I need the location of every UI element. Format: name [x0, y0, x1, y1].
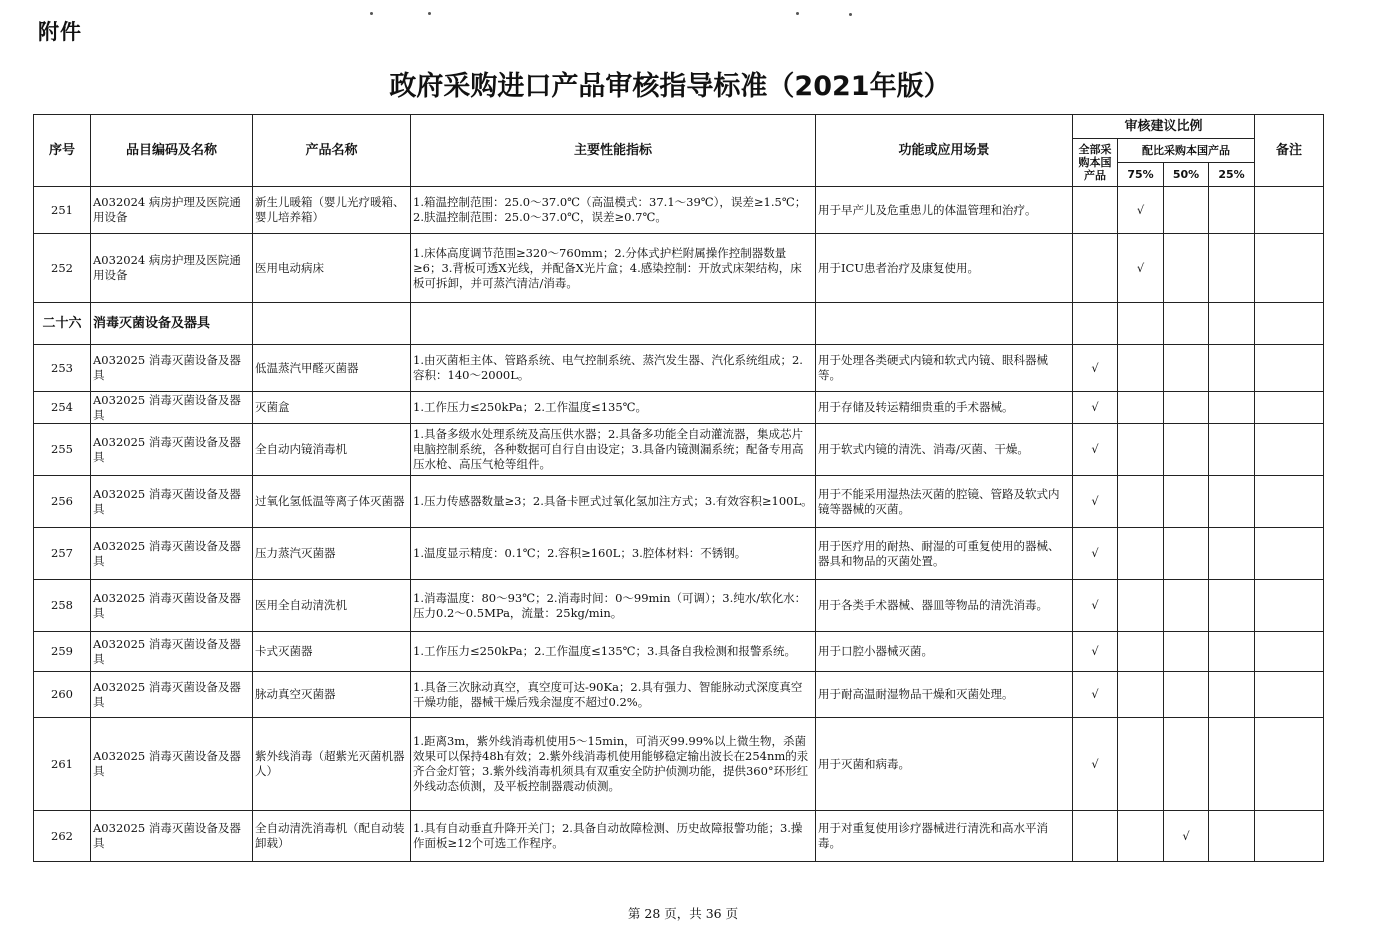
- ratio-cell-50: [1164, 392, 1209, 424]
- row-seq: 252: [34, 234, 91, 303]
- row-code: A032025 消毒灭菌设备及器具: [91, 672, 253, 718]
- table-row: [34, 528, 1324, 580]
- row-product-name: 全自动清洗消毒机（配自动装卸载）: [253, 811, 411, 862]
- col-seq: 序号: [34, 115, 91, 187]
- row-seq: 255: [34, 424, 91, 476]
- row-remark: [1255, 672, 1324, 718]
- check-mark-all: √: [1073, 580, 1118, 632]
- row-seq: 258: [34, 580, 91, 632]
- table-row: [34, 718, 1324, 811]
- ratio-cell-25: [1209, 811, 1255, 862]
- row-product-name: 脉动真空灭菌器: [253, 672, 411, 718]
- ratio-cell-50: [1164, 528, 1209, 580]
- ratio-cell-50: [1164, 672, 1209, 718]
- document-title: 政府采购进口产品审核指导标准（2021年版）: [389, 71, 951, 102]
- row-remark: [1255, 424, 1324, 476]
- row-code: A032024 病房护理及医院通用设备: [91, 187, 253, 234]
- ratio-cell-50: [1164, 718, 1209, 811]
- col-50: 50%: [1164, 163, 1209, 187]
- row-seq: 259: [34, 632, 91, 672]
- row-seq: 257: [34, 528, 91, 580]
- row-remark: [1255, 811, 1324, 862]
- row-product-name: 医用电动病床: [253, 234, 411, 303]
- section-number: 二十六: [34, 303, 91, 345]
- col-spec: 主要性能指标: [411, 115, 816, 187]
- row-spec: 1.距离3m，紫外线消毒机使用5～15min，可消灭99.99%以上微生物，杀菌效果可以保持48h有效；2.紫外线消毒机使用能够稳定输出波长在254nm的汞齐合金灯管；3.紫外线消毒机须具有双重安全防护侦测功能，提供360°环形红外线动态侦测，及平板控制器震动侦测。: [411, 718, 816, 811]
- ratio-cell-75: [1118, 392, 1164, 424]
- page-footer: 第 28 页，共 36 页: [627, 906, 739, 921]
- row-product-name: 医用全自动清洗机: [253, 580, 411, 632]
- row-spec: 1.工作压力≤250kPa；2.工作温度≤135℃；3.具备自我检测和报警系统。: [411, 632, 816, 672]
- row-spec: 1.具备三次脉动真空，真空度可达-90Ka；2.具有强力、智能脉动式深度真空干燥功能，器械干燥后残余湿度不超过0.2%。: [411, 672, 816, 718]
- row-product-name: 卡式灭菌器: [253, 632, 411, 672]
- section-label: 消毒灭菌设备及器具: [91, 303, 253, 345]
- table-row: [34, 672, 1324, 718]
- table-row: [34, 234, 1324, 303]
- row-function: 用于灭菌和病毒。: [816, 718, 1073, 811]
- row-remark: [1255, 718, 1324, 811]
- row-function: 用于ICU患者治疗及康复使用。: [816, 234, 1073, 303]
- row-spec: 1.由灭菌柜主体、管路系统、电气控制系统、蒸汽发生器、汽化系统组成；2.容积：140～2000L。: [411, 345, 816, 392]
- check-mark-all: √: [1073, 476, 1118, 528]
- row-code: A032025 消毒灭菌设备及器具: [91, 392, 253, 424]
- row-function: 用于各类手术器械、器皿等物品的清洗消毒。: [816, 580, 1073, 632]
- table-row: [34, 811, 1324, 862]
- attachment-label: 附件: [38, 20, 82, 44]
- row-code: A032025 消毒灭菌设备及器具: [91, 424, 253, 476]
- col-25: 25%: [1209, 163, 1255, 187]
- row-remark: [1255, 234, 1324, 303]
- ratio-cell-all: [1073, 234, 1118, 303]
- ratio-cell-50: [1164, 632, 1209, 672]
- ratio-cell-75: [1118, 672, 1164, 718]
- row-spec: 1.具有自动垂直升降开关门；2.具备自动故障检测、历史故障报警功能；3.操作面板≥12个可选工作程序。: [411, 811, 816, 862]
- ratio-cell-75: [1118, 718, 1164, 811]
- ratio-cell-25: [1209, 672, 1255, 718]
- ratio-cell-50: [1164, 345, 1209, 392]
- check-mark-all: √: [1073, 345, 1118, 392]
- row-function: 用于医疗用的耐热、耐湿的可重复使用的器械、器具和物品的灭菌处置。: [816, 528, 1073, 580]
- ratio-cell-25: [1209, 528, 1255, 580]
- ratio-cell-50: [1164, 234, 1209, 303]
- row-code: A032025 消毒灭菌设备及器具: [91, 345, 253, 392]
- col-ratio-group: 审核建议比例: [1073, 115, 1255, 139]
- row-spec: 1.工作压力≤250kPa；2.工作温度≤135℃。: [411, 392, 816, 424]
- ratio-cell-all: [1073, 811, 1118, 862]
- ratio-cell-75: [1118, 632, 1164, 672]
- ratio-cell-25: [1209, 392, 1255, 424]
- ratio-cell-25: [1209, 476, 1255, 528]
- standards-table: [33, 114, 1324, 862]
- row-seq: 251: [34, 187, 91, 234]
- row-product-name: 低温蒸汽甲醛灭菌器: [253, 345, 411, 392]
- check-mark-75: √: [1118, 234, 1164, 303]
- row-function: 用于早产儿及危重患儿的体温管理和治疗。: [816, 187, 1073, 234]
- row-code: A032025 消毒灭菌设备及器具: [91, 632, 253, 672]
- table-row: [34, 424, 1324, 476]
- row-function: 用于口腔小器械灭菌。: [816, 632, 1073, 672]
- row-code: A032025 消毒灭菌设备及器具: [91, 580, 253, 632]
- table-body: [34, 187, 1324, 862]
- ratio-cell-75: [1118, 811, 1164, 862]
- row-spec: 1.消毒温度：80～93℃；2.消毒时间：0～99min（可调）；3.纯水/软化水：压力0.2～0.5MPa，流量：25kg/min。: [411, 580, 816, 632]
- row-product-name: 灭菌盒: [253, 392, 411, 424]
- ratio-cell-75: [1118, 580, 1164, 632]
- check-mark-75: √: [1118, 187, 1164, 234]
- row-remark: [1255, 580, 1324, 632]
- row-code: A032025 消毒灭菌设备及器具: [91, 528, 253, 580]
- row-spec: 1.温度显示精度：0.1℃；2.容积≥160L；3.腔体材料：不锈钢。: [411, 528, 816, 580]
- table-row: [34, 632, 1324, 672]
- row-code: A032025 消毒灭菌设备及器具: [91, 718, 253, 811]
- col-75: 75%: [1118, 163, 1164, 187]
- check-mark-all: √: [1073, 672, 1118, 718]
- row-code: A032025 消毒灭菌设备及器具: [91, 476, 253, 528]
- ratio-cell-25: [1209, 718, 1255, 811]
- table-row: [34, 345, 1324, 392]
- row-seq: 260: [34, 672, 91, 718]
- ratio-cell-25: [1209, 187, 1255, 234]
- ratio-cell-25: [1209, 234, 1255, 303]
- row-function: 用于处理各类硬式内镜和软式内镜、眼科器械等。: [816, 345, 1073, 392]
- table-row: [34, 476, 1324, 528]
- row-seq: 262: [34, 811, 91, 862]
- row-remark: [1255, 528, 1324, 580]
- row-product-name: 新生儿暖箱（婴儿光疗暖箱、婴儿培养箱）: [253, 187, 411, 234]
- row-function: 用于对重复使用诊疗器械进行清洗和高水平消毒。: [816, 811, 1073, 862]
- ratio-cell-50: [1164, 424, 1209, 476]
- check-mark-all: √: [1073, 392, 1118, 424]
- check-mark-all: √: [1073, 424, 1118, 476]
- col-mix-group: 配比采购本国产品: [1118, 139, 1255, 163]
- row-remark: [1255, 392, 1324, 424]
- row-function: 用于耐高温耐湿物品干燥和灭菌处理。: [816, 672, 1073, 718]
- check-mark-all: √: [1073, 718, 1118, 811]
- row-seq: 254: [34, 392, 91, 424]
- row-seq: 261: [34, 718, 91, 811]
- col-code: 品目编码及名称: [91, 115, 253, 187]
- table-row: [34, 580, 1324, 632]
- row-spec: 1.箱温控制范围：25.0～37.0℃（高温模式：37.1～39℃），误差≥1.5℃；2.肤温控制范围：25.0～37.0℃，误差≥0.7℃。: [411, 187, 816, 234]
- row-function: 用于存储及转运精细贵重的手术器械。: [816, 392, 1073, 424]
- ratio-cell-75: [1118, 528, 1164, 580]
- row-product-name: 全自动内镜消毒机: [253, 424, 411, 476]
- table-row: [34, 392, 1324, 424]
- row-spec: 1.具备多级水处理系统及高压供水器；2.具备多功能全自动灌流器，集成芯片电脑控制系统，各种数据可自行自由设定；3.具备内镜测漏系统；配备专用高压水枪、高压气枪等组件。: [411, 424, 816, 476]
- ratio-cell-50: [1164, 187, 1209, 234]
- col-func: 功能或应用场景: [816, 115, 1073, 187]
- col-all-domestic: 全部采购本国产品: [1073, 139, 1118, 187]
- row-code: A032024 病房护理及医院通用设备: [91, 234, 253, 303]
- check-mark-all: √: [1073, 528, 1118, 580]
- ratio-cell-75: [1118, 345, 1164, 392]
- ratio-cell-25: [1209, 580, 1255, 632]
- row-product-name: 过氧化氢低温等离子体灭菌器: [253, 476, 411, 528]
- row-product-name: 紫外线消毒（超紫光灭菌机器人）: [253, 718, 411, 811]
- row-spec: 1.床体高度调节范围≥320～760mm；2.分体式护栏附属操作控制器数量≥6；3.背板可透X光线，并配备X光片盒；4.感染控制：开放式床架结构，床板可拆卸，并可蒸汽清洁/消毒。: [411, 234, 816, 303]
- section-row: [34, 303, 1324, 345]
- row-remark: [1255, 476, 1324, 528]
- ratio-cell-25: [1209, 632, 1255, 672]
- col-remark: 备注: [1255, 115, 1324, 187]
- ratio-cell-75: [1118, 424, 1164, 476]
- row-code: A032025 消毒灭菌设备及器具: [91, 811, 253, 862]
- ratio-cell-50: [1164, 476, 1209, 528]
- row-function: 用于不能采用湿热法灭菌的腔镜、管路及软式内镜等器械的灭菌。: [816, 476, 1073, 528]
- ratio-cell-all: [1073, 187, 1118, 234]
- row-seq: 253: [34, 345, 91, 392]
- ratio-cell-75: [1118, 476, 1164, 528]
- ratio-cell-25: [1209, 345, 1255, 392]
- row-spec: 1.压力传感器数量≥3；2.具备卡匣式过氧化氢加注方式；3.有效容积≥100L。: [411, 476, 816, 528]
- row-remark: [1255, 187, 1324, 234]
- table-row: [34, 187, 1324, 234]
- check-mark-all: √: [1073, 632, 1118, 672]
- row-seq: 256: [34, 476, 91, 528]
- ratio-cell-50: [1164, 580, 1209, 632]
- ratio-cell-25: [1209, 424, 1255, 476]
- row-remark: [1255, 345, 1324, 392]
- col-name: 产品名称: [253, 115, 411, 187]
- row-product-name: 压力蒸汽灭菌器: [253, 528, 411, 580]
- row-function: 用于软式内镜的清洗、消毒/灭菌、干燥。: [816, 424, 1073, 476]
- check-mark-50: √: [1164, 811, 1209, 862]
- row-remark: [1255, 632, 1324, 672]
